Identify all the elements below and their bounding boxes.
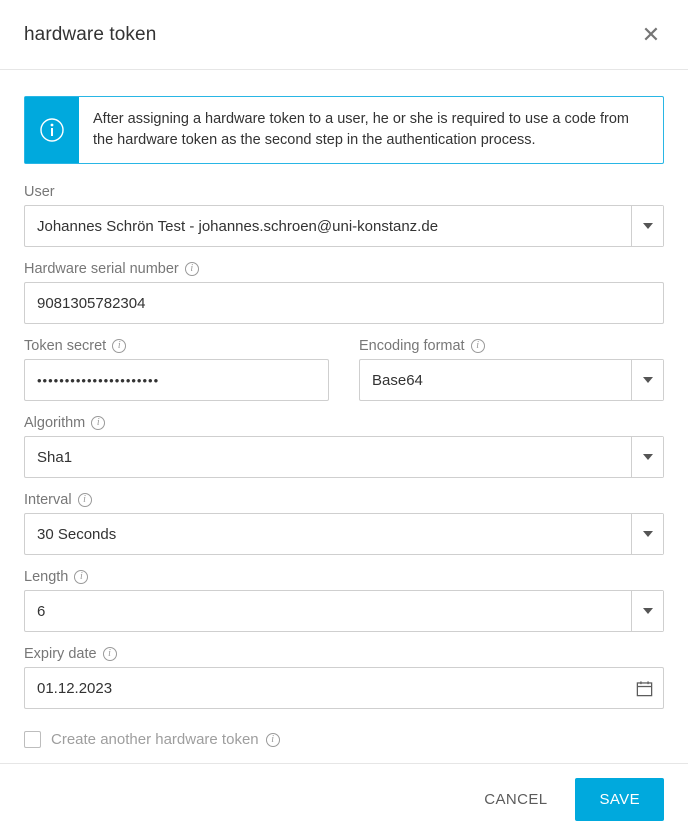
create-another-label (51, 731, 280, 748)
save-button[interactable]: SAVE (575, 778, 664, 821)
chevron-down-icon[interactable] (631, 206, 663, 246)
length-select[interactable] (24, 590, 664, 632)
serial-value: 9081305782304 (37, 294, 146, 312)
field-length (24, 569, 664, 632)
expiry-date-label-text: Expiry date (24, 646, 97, 663)
calendar-icon[interactable] (631, 675, 657, 701)
field-expiry-date (24, 646, 664, 709)
algorithm-label-text: Algorithm (24, 415, 86, 432)
info-icon[interactable]: i (471, 339, 485, 353)
info-icon[interactable]: i (185, 262, 199, 276)
dialog-header (0, 0, 688, 70)
interval-select[interactable] (24, 513, 664, 555)
cancel-button[interactable]: CANCEL (470, 781, 561, 818)
token-secret-label-text: Token secret (24, 338, 107, 355)
info-icon[interactable]: i (112, 339, 126, 353)
create-another-checkbox[interactable] (24, 731, 41, 748)
token-secret-input[interactable] (24, 359, 329, 401)
field-interval (24, 492, 664, 555)
algorithm-value: Sha1 (37, 448, 73, 466)
chevron-down-icon[interactable] (631, 360, 663, 400)
user-label-text: User (24, 184, 55, 201)
info-icon[interactable]: i (78, 493, 92, 507)
length-label-text: Length (24, 569, 69, 586)
algorithm-select[interactable] (24, 436, 664, 478)
dialog-body (0, 70, 688, 763)
expiry-date-label (24, 646, 664, 662)
token-secret-label (24, 338, 329, 354)
user-label (24, 184, 664, 200)
user-select[interactable] (24, 205, 664, 247)
serial-input[interactable] (24, 282, 664, 324)
user-value: Johannes Schrön Test - johannes.schroen@uni-konstanz.de (37, 217, 439, 235)
expiry-date-value: 01.12.2023 (37, 679, 113, 697)
dialog-footer (0, 763, 688, 835)
field-encoding-format (359, 338, 664, 401)
length-label (24, 569, 664, 585)
info-icon[interactable]: i (266, 733, 280, 747)
encoding-format-label-text: Encoding format (359, 338, 465, 355)
info-banner-text: After assigning a hardware token to a user, he or she is required to use a code from the hardware token as the second step in the authentication process. (93, 111, 629, 149)
serial-label-text: Hardware serial number (24, 261, 179, 278)
interval-label-text: Interval (24, 492, 72, 509)
field-serial (24, 261, 664, 324)
interval-value: 30 Seconds (37, 525, 117, 543)
field-token-secret (24, 338, 329, 401)
encoding-format-select[interactable] (359, 359, 664, 401)
serial-label (24, 261, 664, 277)
interval-label (24, 492, 664, 508)
chevron-down-icon[interactable] (631, 514, 663, 554)
info-icon[interactable]: i (103, 647, 117, 661)
encoding-format-label (359, 338, 664, 354)
algorithm-label (24, 415, 664, 431)
info-banner (24, 96, 664, 164)
info-icon[interactable]: i (74, 570, 88, 584)
length-value: 6 (37, 602, 46, 620)
encoding-format-value: Base64 (372, 371, 423, 389)
expiry-date-input[interactable] (24, 667, 664, 709)
close-icon[interactable]: ✕ (636, 20, 666, 50)
chevron-down-icon[interactable] (631, 591, 663, 631)
chevron-down-icon[interactable] (631, 437, 663, 477)
info-circle-icon (25, 97, 79, 163)
info-icon[interactable]: i (91, 416, 105, 430)
secret-encoding-row (24, 338, 664, 401)
page-title: hardware token (24, 23, 157, 45)
field-algorithm (24, 415, 664, 478)
field-user (24, 184, 664, 247)
token-secret-value: •••••••••••••••••••••• (37, 372, 160, 388)
create-another-row[interactable] (24, 731, 664, 748)
create-another-label-text: Create another hardware token (51, 731, 259, 749)
